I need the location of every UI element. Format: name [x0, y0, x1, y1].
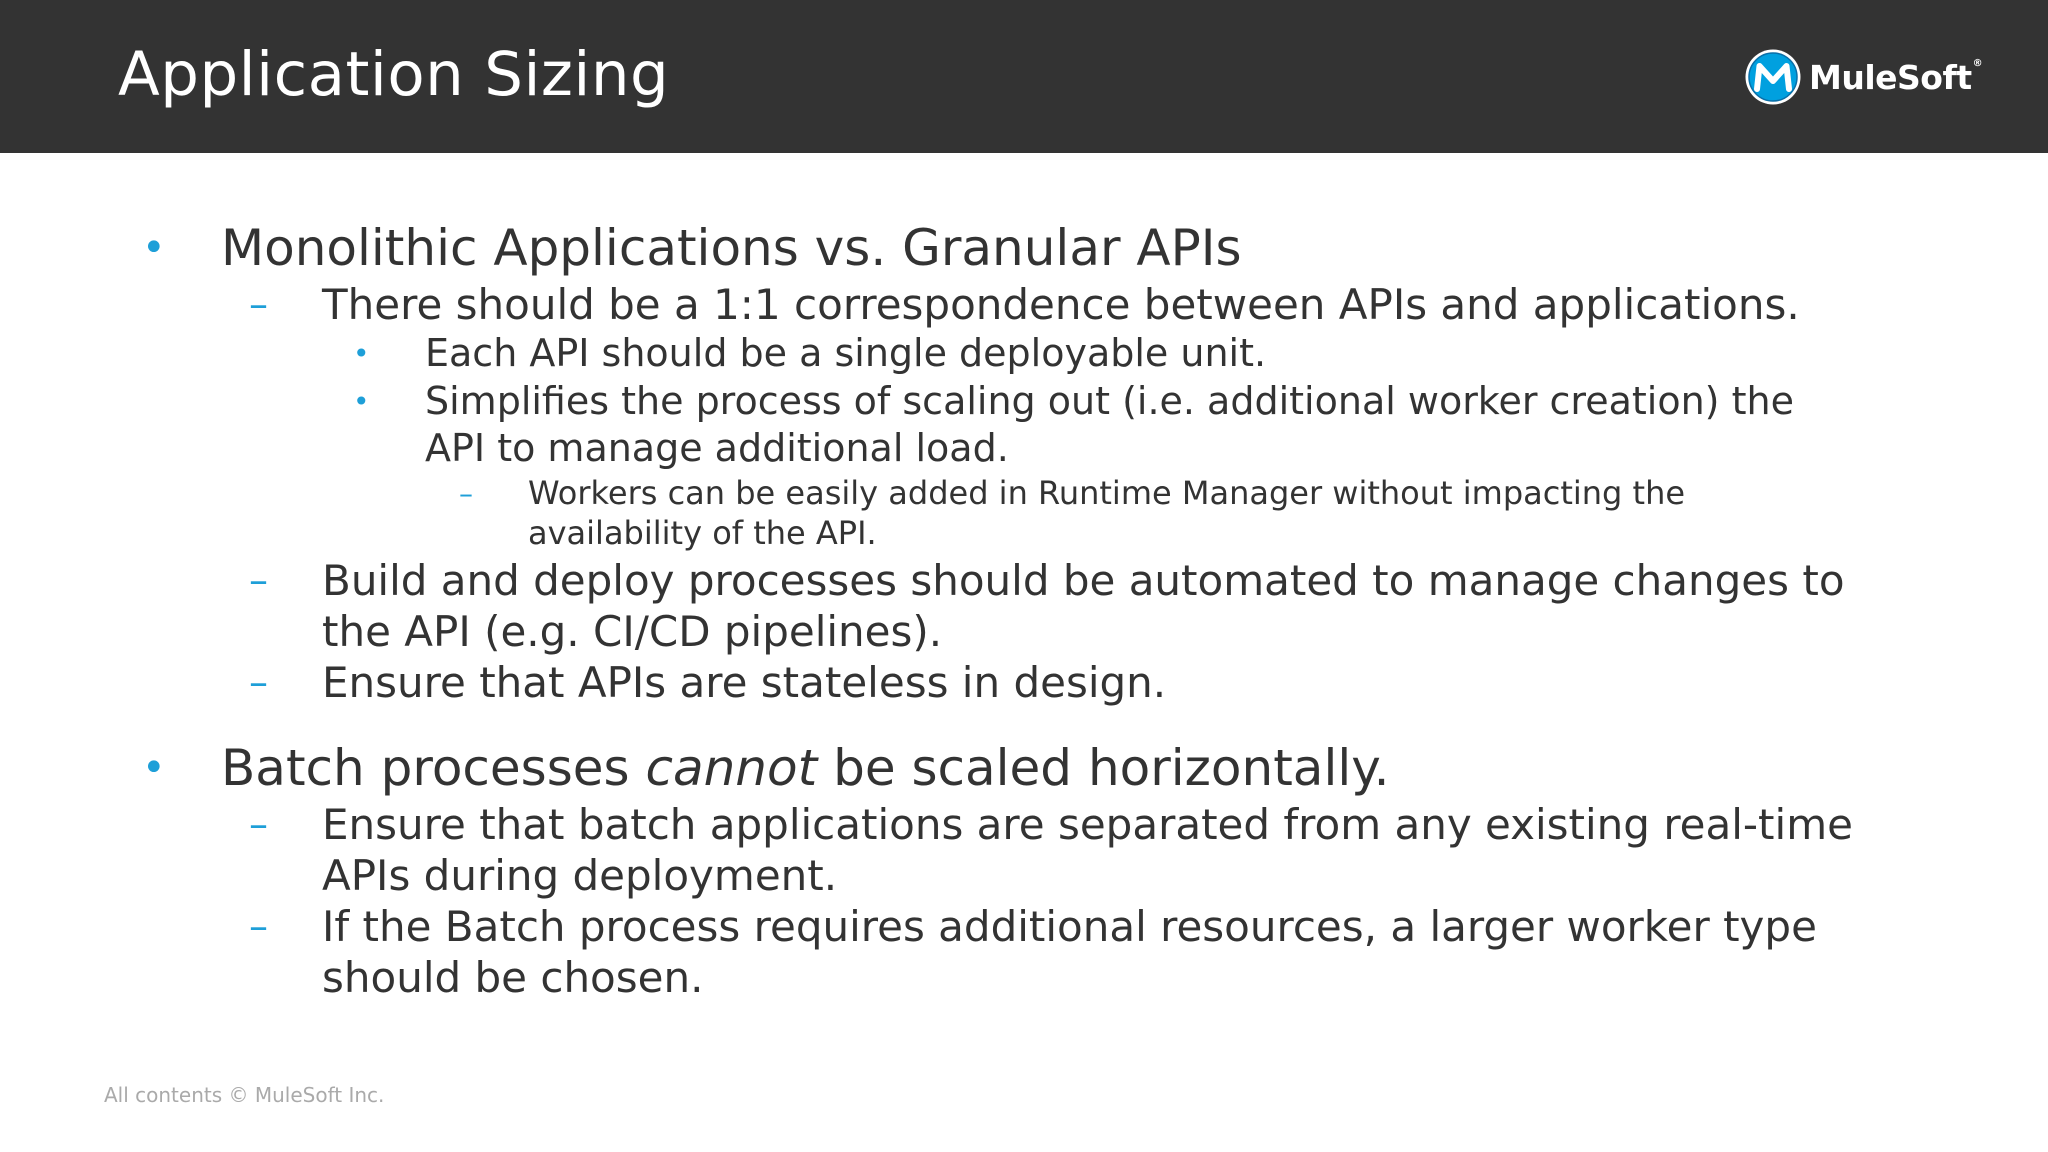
dash-marker: –	[459, 477, 473, 510]
dash-marker: –	[249, 282, 268, 326]
bullet-text: Monolithic Applications vs. Granular APIs	[221, 219, 1242, 277]
bullet-text-continued: availability of the API.	[528, 514, 877, 552]
bullet-text-continued: should be chosen.	[322, 953, 704, 1002]
bullet-text: There should be a 1:1 correspondence between APIs and applications.	[322, 280, 1800, 329]
bullet-text: Ensure that APIs are stateless in design.	[322, 658, 1167, 707]
text-run: Batch processes	[221, 739, 646, 797]
emphasized-text: cannot	[645, 739, 818, 797]
bullet-marker: •	[353, 337, 370, 370]
bullet-text: Each API should be a single deployable unit.	[425, 331, 1267, 375]
bullet-text: Ensure that batch applications are separated from any existing real-time	[322, 800, 1853, 849]
bullet-text: Simplifies the process of scaling out (i.e. additional worker creation) the	[425, 379, 1794, 423]
bullet-text-continued: API to manage additional load.	[425, 426, 1009, 470]
slide-title: Application Sizing	[118, 39, 670, 110]
bullet-text-continued: the API (e.g. CI/CD pipelines).	[322, 607, 943, 656]
bullet-text: Workers can be easily added in Runtime Manager without impacting the	[528, 474, 1686, 512]
bullet-text: Build and deploy processes should be automated to manage changes to	[322, 556, 1845, 605]
dash-marker: –	[249, 660, 268, 704]
bullet-text: If the Batch process requires additional resources, a larger worker type	[322, 902, 1817, 951]
logo-wordmark: MuleSoft®	[1809, 57, 1983, 97]
text-run: be scaled horizontally.	[817, 739, 1390, 797]
bullet-marker: •	[142, 225, 166, 271]
copyright-footer: All contents © MuleSoft Inc.	[104, 1083, 385, 1107]
dash-marker: –	[249, 802, 268, 846]
bullet-text	[221, 739, 1390, 797]
bullet-marker: •	[353, 385, 370, 418]
bullet-text-continued: APIs during deployment.	[322, 851, 838, 900]
dash-marker: –	[249, 904, 268, 948]
dash-marker: –	[249, 558, 268, 602]
bullet-marker: •	[142, 745, 166, 791]
